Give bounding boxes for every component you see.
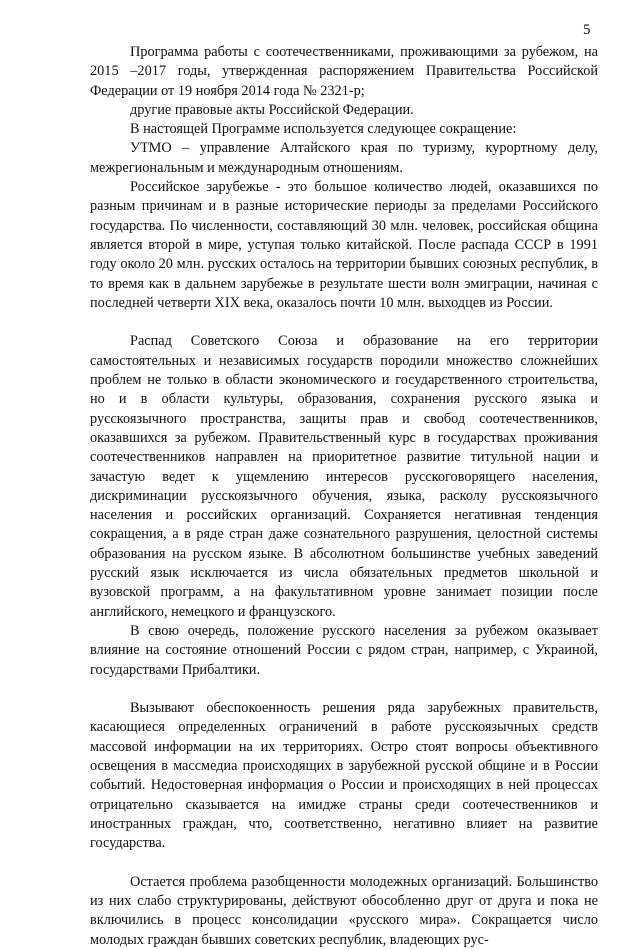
paragraph-abbreviation-intro: В настоящей Программе используется следующее сокращение: xyxy=(130,121,517,138)
document-body xyxy=(90,43,598,950)
paragraph-media: Вызывают обеспокоенность решения ряда зарубежных правительств, касающиеся определенных ограничений в работе русскоязычных средств массовой информации на их территориях. Остро стоят вопросы объективного освещения в массмедиа происходящих в зарубежной русской общине и в России событий. Недостоверная информация о России и происходящих в ней процессах отрицательно сказывается на имидже страны среди соотечественников и иностранных граждан, что, соответственно, негативно влияет на развитие государства. xyxy=(90,700,598,852)
paragraph-program: Программа работы с соотечественниками, проживающими за рубежом, на 2015 –2017 годы, утвержденная распоряжением Правительства Российской Федерации от 19 ноября 2014 года № 2321-р; xyxy=(90,44,598,99)
paragraph-abbreviation-utmo: УТМО – управление Алтайского края по туризму, курортному делу, межрегиональным и международным отношениям. xyxy=(90,140,598,176)
page-number: 5 xyxy=(583,22,591,38)
paragraph-youth: Остается проблема разобщенности молодежных организаций. Большинство из них слабо структурированы, действуют обособленно друг от друга и пока не включились в процесс консолидации «русского мира». Сокращается число молодых граждан бывших советских республик, владеющих рус- xyxy=(90,873,598,948)
paragraph-russian-diaspora: Российское зарубежье - это большое количество людей, оказавшихся по разным причинам и в разные исторические периоды за пределами Российского государства. По численности, составляющий 30 млн. человек, российская община является второй в мире, уступая только китайской. После распада СССР в 1991 году около 20 млн. русских осталось на территории бывших союзных республик, в то время как в дальнем зарубежье в результате шести волн эмиграции, начиная с последней четверти XIX века, оказалось почти 10 млн. выходцев из России. xyxy=(90,179,598,311)
paragraph-relations: В свою очередь, положение русского населения за рубежом оказывает влияние на состояние отношений России с рядом стран, например, с Украиной, государствами Прибалтики. xyxy=(90,622,598,678)
paragraph-other-acts: другие правовые акты Российской Федерации. xyxy=(130,101,414,118)
paragraph-ussr-collapse: Распад Советского Союза и образование на его территории самостоятельных и независимых государств породили множество сложнейших проблем не только в области экономического и государственного строительства, но и в области культуры, образования, сохранения русского языка и русскоязычного пространства, защиты прав и свобод соотечественников, оказавшихся за рубежом. Правительственный курс в государствах проживания соотечественников направлен на приоритетное развитие титульной нации и зачастую ведет к ущемлению интересов русскоговорящего населения, дискриминации русскоязычного обучения, языка, расколу русскоязычного населения и российских организаций. Сохраняется негативная тенденция сокращения, а в ряде стран даже сознательного разрушения, целостной системы образования на русском языке. В абсолютном большинстве учебных заведений русский язык исключается из числа обязательных предметов школьной и вузовской программ, а на факультативном уровне занимает позиции после английского, немецкого и французского. xyxy=(90,333,598,620)
